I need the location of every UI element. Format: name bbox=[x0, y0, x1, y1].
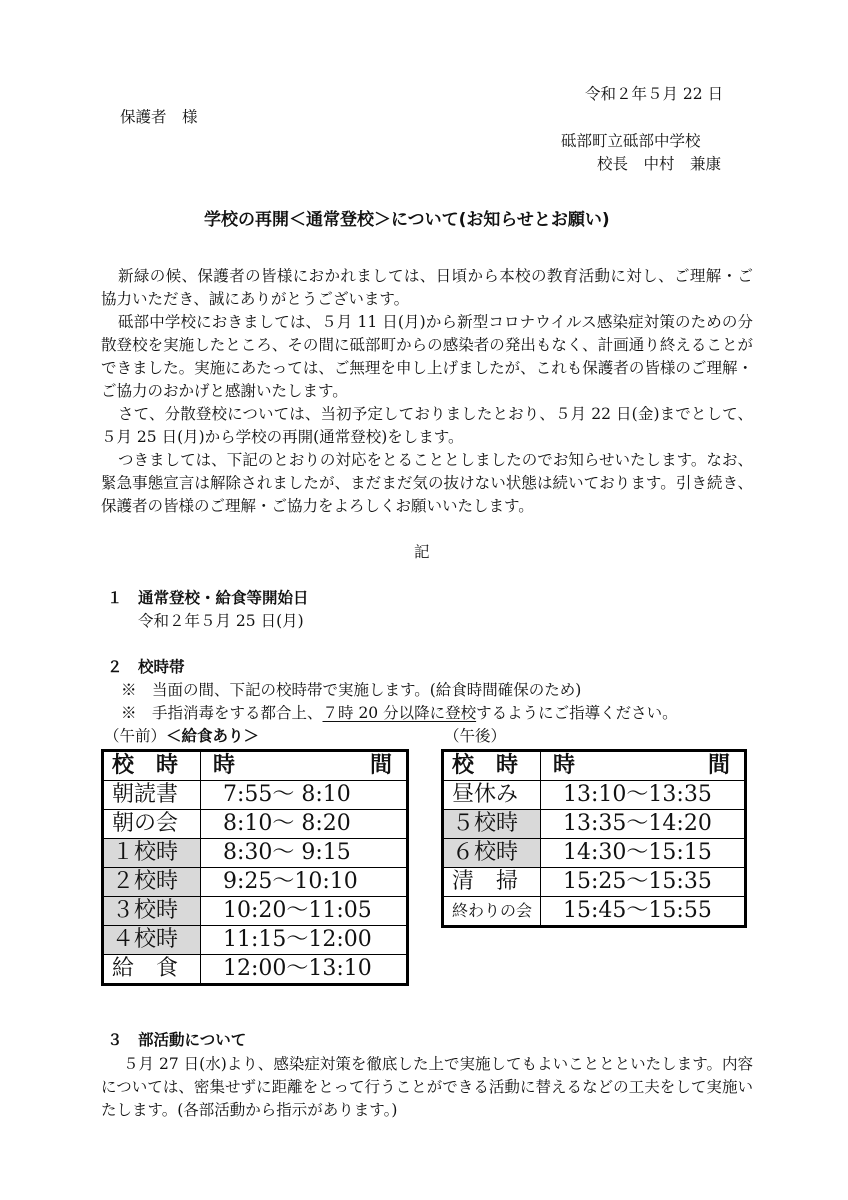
paragraph-greeting: 新緑の候、保護者の皆様におかれましては、日頃から本校の教育活動に対し、ご理解・ご協力いただき、誠にありがとうございます。 bbox=[101, 267, 753, 308]
am-row bbox=[103, 926, 408, 955]
paragraph-reopening: さて、分散登校については、当初予定しておりましたとおり、５月 22 日(金)までとして、５月 25 日(月)から学校の再開(通常登校)をします。 bbox=[101, 405, 753, 446]
principal-name: 校長 中村 兼康 bbox=[597, 155, 722, 173]
paragraph-dispersed-attendance: 砥部中学校におきましては、５月 11 日(月)から新型コロナウイルス感染症対策のための分散登校を実施したところ、その間に砥部町からの感染者の発出もなく、計画通り終えることができました。実施にあたっては、ご無理を申し上げましたが、これも保護者の皆様のご理解・ご協力のおかげと感謝いたします。 bbox=[101, 313, 753, 400]
am-period-cell: ４校時 bbox=[103, 926, 201, 955]
am-period-cell: １校時 bbox=[103, 839, 201, 868]
pm-period-cell: 終わりの会 bbox=[443, 897, 541, 927]
am-label-text: （午前） bbox=[104, 727, 167, 745]
am-time-cell: 7:55～ 8:10 bbox=[201, 781, 408, 810]
section2-note-lunch: ※ 当面の間、下記の校時帯で実施します。(給食時間確保のため) bbox=[121, 681, 582, 699]
am-label-lunch: ＜給食あり＞ bbox=[166, 727, 260, 745]
am-table-header bbox=[103, 751, 408, 781]
pm-header-time: 時 間 bbox=[541, 751, 746, 781]
pm-period-cell: 清 掃 bbox=[443, 868, 541, 897]
am-row bbox=[103, 839, 408, 868]
am-time-cell: 9:25～10:10 bbox=[201, 868, 408, 897]
am-label bbox=[104, 726, 259, 747]
pm-table-header bbox=[443, 751, 746, 781]
note-arrival-suffix: するようにご指導ください。 bbox=[476, 704, 678, 722]
am-header-period: 校 時 bbox=[103, 751, 201, 781]
am-time-cell: 8:10～ 8:20 bbox=[201, 810, 408, 839]
document-date: 令和２年５月 22 日 bbox=[585, 85, 724, 103]
pm-time-cell: 15:25～15:35 bbox=[541, 868, 746, 897]
am-row bbox=[103, 868, 408, 897]
section2-note-arrival bbox=[121, 703, 678, 724]
addressee: 保護者 様 bbox=[120, 108, 198, 126]
am-row bbox=[103, 781, 408, 810]
school-name: 砥部町立砥部中学校 bbox=[561, 132, 701, 150]
pm-time-cell: 14:30～15:15 bbox=[541, 839, 746, 868]
pm-schedule-table bbox=[441, 749, 747, 928]
pm-period-cell: ６校時 bbox=[443, 839, 541, 868]
am-period-cell: ２校時 bbox=[103, 868, 201, 897]
section1-date: 令和２年５月 25 日(月) bbox=[138, 612, 304, 630]
am-period-cell: 朝読書 bbox=[103, 781, 201, 810]
am-header-time: 時 間 bbox=[201, 751, 408, 781]
pm-row bbox=[443, 781, 746, 810]
pm-row bbox=[443, 868, 746, 897]
am-time-cell: 10:20～11:05 bbox=[201, 897, 408, 926]
pm-label: （午後） bbox=[444, 727, 507, 745]
am-time-cell: 12:00～13:10 bbox=[201, 955, 408, 985]
am-row bbox=[103, 810, 408, 839]
am-time-cell: 11:15～12:00 bbox=[201, 926, 408, 955]
pm-row bbox=[443, 810, 746, 839]
section2-heading: ２ 校時帯 bbox=[107, 658, 185, 676]
section1-heading: １ 通常登校・給食等開始日 bbox=[107, 589, 309, 607]
am-period-cell: 給 食 bbox=[103, 955, 201, 985]
pm-time-cell: 13:10～13:35 bbox=[541, 781, 746, 810]
am-schedule-table bbox=[101, 749, 409, 986]
pm-row bbox=[443, 839, 746, 868]
pm-period-cell: 昼休み bbox=[443, 781, 541, 810]
note-arrival-prefix: ※ 手指消毒をする都合上、 bbox=[121, 704, 323, 722]
pm-time-cell: 13:35～14:20 bbox=[541, 810, 746, 839]
am-row bbox=[103, 897, 408, 926]
note-arrival-emphasis: ７時 20 分以降に登校 bbox=[322, 704, 477, 722]
section3-content: ５月 27 日(水)より、感染症対策を徹底した上で実施してもよいこととといたします。内容については、密集せずに距離をとって行うことができる活動に替えるなどの工夫をして実施いたします。(各部活動から指示があります。) bbox=[101, 1055, 753, 1119]
am-time-cell: 8:30～ 9:15 bbox=[201, 839, 408, 868]
pm-time-cell: 15:45～15:55 bbox=[541, 897, 746, 927]
pm-row bbox=[443, 897, 746, 927]
am-period-cell: ３校時 bbox=[103, 897, 201, 926]
am-row bbox=[103, 955, 408, 985]
section3-heading: ３ 部活動について bbox=[107, 1031, 247, 1049]
am-period-cell: 朝の会 bbox=[103, 810, 201, 839]
document-title: 学校の再開＜通常登校＞について(お知らせとお願い) bbox=[204, 210, 610, 230]
ki-marker: 記 bbox=[414, 543, 430, 561]
paragraph-request: つきましては、下記のとおりの対応をとることとしましたのでお知らせいたします。なお、緊急事態宣言は解除されましたが、まだまだ気の抜けない状態は続いております。引き続き、保護者の皆様のご理解・ご協力をよろしくお願いいたします。 bbox=[101, 451, 753, 515]
pm-period-cell: ５校時 bbox=[443, 810, 541, 839]
pm-header-period: 校 時 bbox=[443, 751, 541, 781]
